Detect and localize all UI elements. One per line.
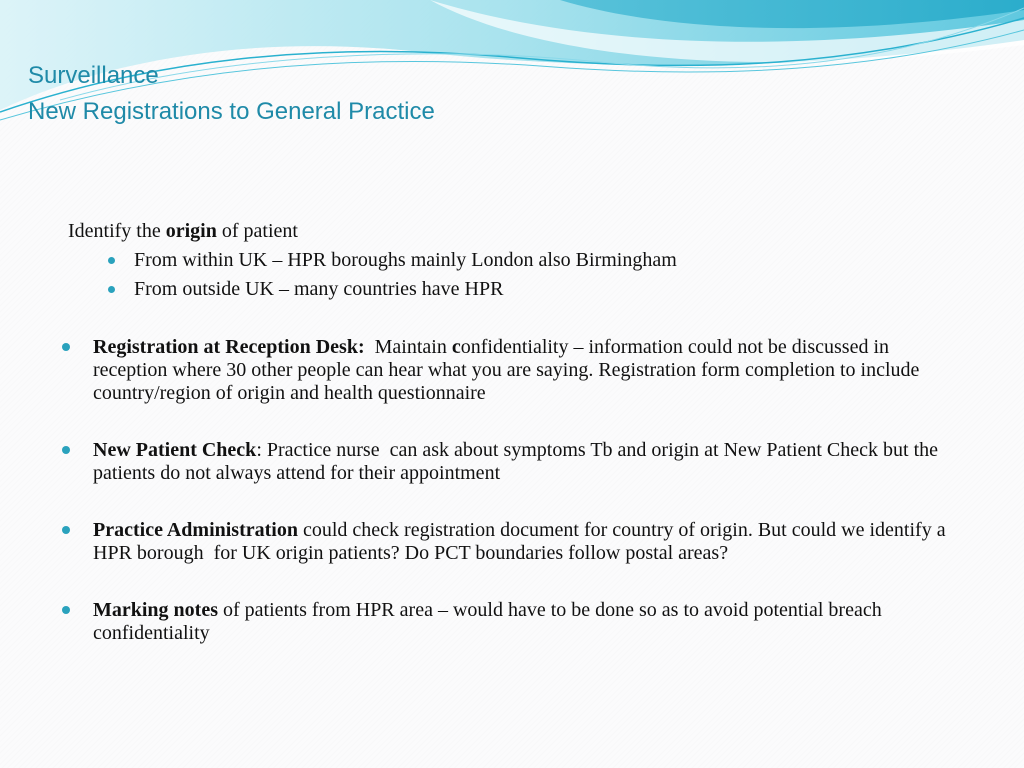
bullet-text: of patients from HPR area – would have to be done so as to avoid potential breach confidentiality <box>93 599 887 644</box>
bullet-icon <box>62 606 70 614</box>
title-line-2: New Registrations to General Practice <box>28 98 435 125</box>
list-item <box>60 519 960 565</box>
sub-item-text: From outside UK – many countries have HPR <box>134 278 504 300</box>
bullet-heading: Marking notes <box>93 599 218 621</box>
intro-prefix: Identify the <box>68 220 166 242</box>
list-item <box>68 246 677 275</box>
intro-suffix: of patient <box>216 220 298 242</box>
list-item <box>60 336 960 405</box>
list-item <box>60 439 960 485</box>
bullet-heading: New Patient Check <box>93 439 257 461</box>
bullet-heading: Registration at Reception Desk: <box>93 336 365 358</box>
intro-block <box>68 217 677 304</box>
intro-bold: origin <box>165 220 217 242</box>
intro-line <box>68 217 677 246</box>
bullet-icon <box>108 286 115 293</box>
bullet-text: : Practice nurse can ask about symptoms Tb and origin at New Patient Check but the patients do not always attend for their appointment <box>93 439 944 484</box>
sub-item-text: From within UK – HPR boroughs mainly London also Birmingham <box>134 249 677 271</box>
title-line-1: Surveillance <box>28 62 159 89</box>
bullet-heading: Practice Administration <box>93 519 298 541</box>
bullet-icon <box>62 446 70 454</box>
intro-sub-list <box>68 246 677 304</box>
bullet-bold-letter: c <box>451 336 461 358</box>
bullet-text: Maintain <box>364 336 452 358</box>
bullet-icon <box>62 526 70 534</box>
bullet-icon <box>108 257 115 264</box>
bullet-text: onfidentiality – information could not be discussed in reception where 30 other people can hear what you are saying. Registration form completion to include country/region of origin and health questionnaire <box>93 336 920 404</box>
bullet-text: could check registration document for country of origin. But could we identify a HPR borough for UK origin patients? Do PCT boundaries follow postal areas? <box>93 519 951 564</box>
list-item <box>68 275 677 304</box>
bullet-icon <box>62 343 70 351</box>
slide-title <box>28 58 435 130</box>
list-item <box>60 599 960 645</box>
main-bullet-list <box>60 336 960 645</box>
